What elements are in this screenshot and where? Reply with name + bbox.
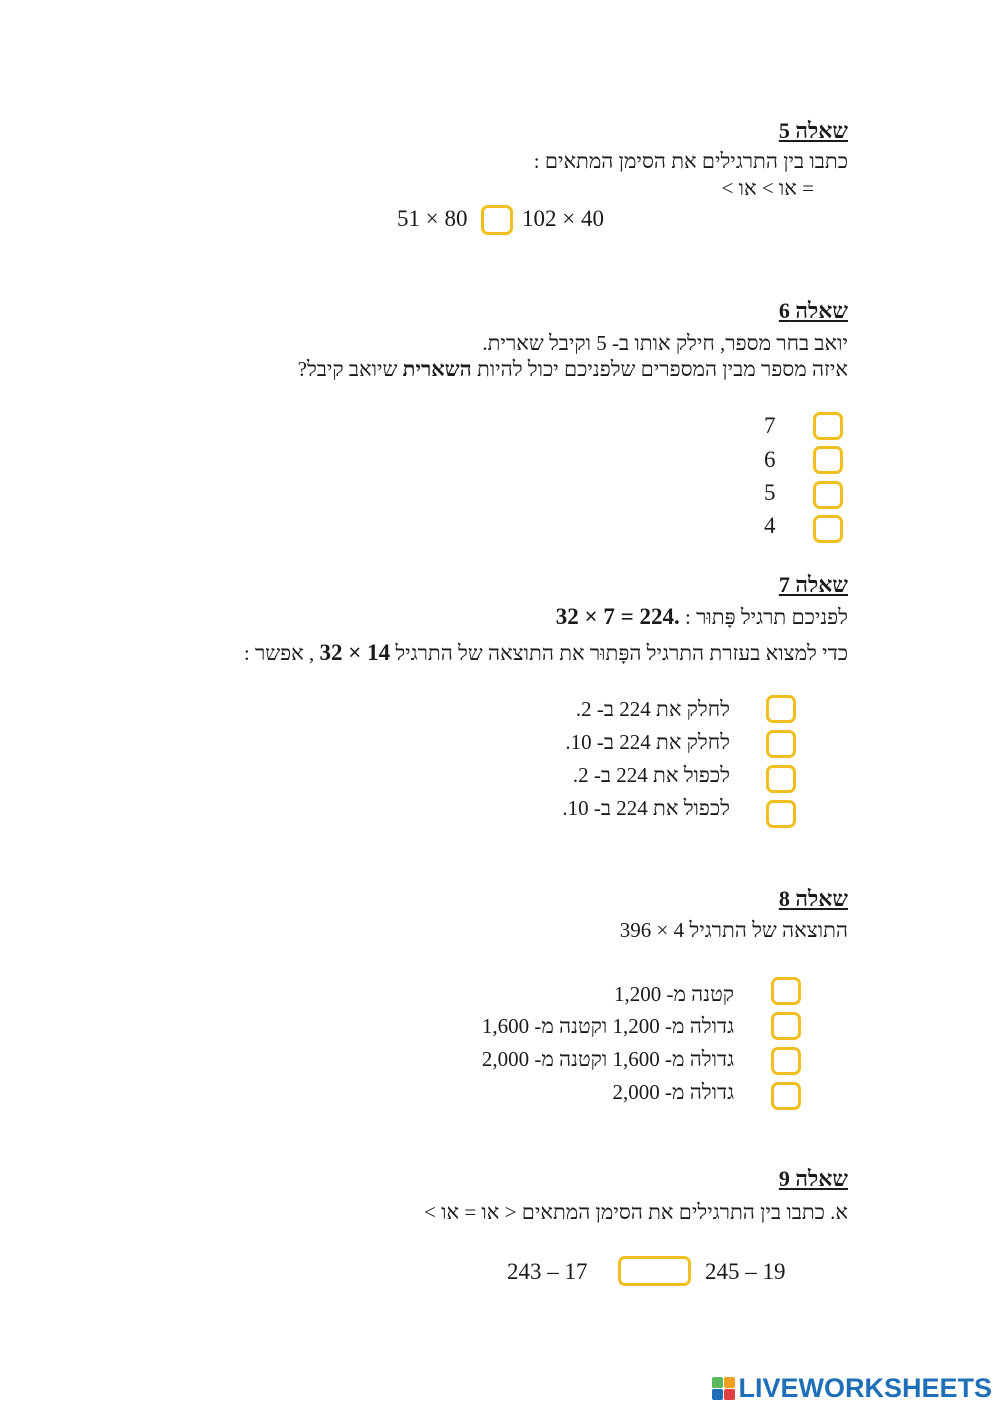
q9-left-expression: 243 – 17 — [507, 1259, 588, 1284]
q8-option-2-box[interactable] — [771, 1012, 801, 1040]
q7-line1: לפניכם תרגיל פָּתוּר : 32 × 7 = 224. — [555, 604, 848, 629]
q8-option-4-box[interactable] — [771, 1082, 801, 1110]
q5-answer-box[interactable] — [481, 205, 513, 235]
q6-title: שאלה 6 — [778, 298, 848, 323]
q7-option-1-box[interactable] — [766, 695, 796, 723]
liveworksheets-mark-icon — [712, 1377, 735, 1400]
q6-option-3-box[interactable] — [813, 481, 843, 509]
q6-line2: איזה מספר מבין המספרים שלפניכם יכול להיות השארית שיואב קיבל? — [297, 357, 848, 381]
q7-option-3-box[interactable] — [766, 765, 796, 793]
liveworksheets-wordmark: LIVEWORKSHEETS — [738, 1372, 992, 1403]
q7-option-1: לחלק את 224 ב- 2. — [575, 697, 730, 721]
q8-option-3-box[interactable] — [771, 1047, 801, 1075]
q5-left-expression: 51 × 80 — [397, 206, 468, 231]
q8-option-1: קטנה מ- 1,200 — [613, 982, 734, 1006]
q9-answer-box[interactable] — [618, 1256, 691, 1286]
q9-right-expression: 245 – 19 — [705, 1259, 786, 1284]
q6-option-1-box[interactable] — [813, 412, 843, 440]
q5-right-expression: 102 × 40 — [522, 206, 604, 231]
q6-option-2-box[interactable] — [813, 446, 843, 474]
q8-option-2: גדולה מ- 1,200 וקטנה מ- 1,600 — [481, 1014, 734, 1038]
q8-option-1-box[interactable] — [771, 977, 801, 1005]
q7-option-4: לכפול את 224 ב- 10. — [562, 796, 730, 820]
q6-option-1: 7 — [764, 413, 776, 438]
q7-option-3: לכפול את 224 ב- 2. — [572, 763, 730, 787]
q6-option-4-box[interactable] — [813, 515, 843, 543]
liveworksheets-logo[interactable] — [712, 1373, 992, 1403]
q8-line1: התוצאה של התרגיל 4 × 396 — [619, 918, 848, 942]
q6-option-3: 5 — [764, 480, 776, 505]
q6-line1: יואב בחר מספר, חילק אותו ב- 5 וקיבל שארית. — [482, 331, 848, 355]
q5-symbols: < או > או = — [721, 176, 814, 200]
q8-option-3: גדולה מ- 1,600 וקטנה מ- 2,000 — [481, 1047, 734, 1071]
q7-option-4-box[interactable] — [766, 800, 796, 828]
q9-title: שאלה 9 — [778, 1166, 848, 1191]
q6-option-2: 6 — [764, 447, 776, 472]
q6-option-4: 4 — [764, 513, 776, 538]
q8-title: שאלה 8 — [778, 886, 848, 911]
q9-instruction: א. כתבו בין התרגילים את הסימן המתאים < או = או > — [424, 1200, 848, 1224]
q7-option-2: לחלק את 224 ב- 10. — [565, 730, 730, 754]
q7-option-2-box[interactable] — [766, 730, 796, 758]
q7-title: שאלה 7 — [778, 572, 848, 597]
q5-instruction: כתבו בין התרגילים את הסימן המתאים : — [533, 149, 848, 173]
q7-line2: כדי למצוא בעזרת התרגיל הפָּתוּר את התוצאה של התרגיל 32 × 14 , אפשר : — [243, 640, 848, 665]
q8-option-4: גדולה מ- 2,000 — [612, 1080, 734, 1104]
q5-title: שאלה 5 — [778, 118, 848, 143]
